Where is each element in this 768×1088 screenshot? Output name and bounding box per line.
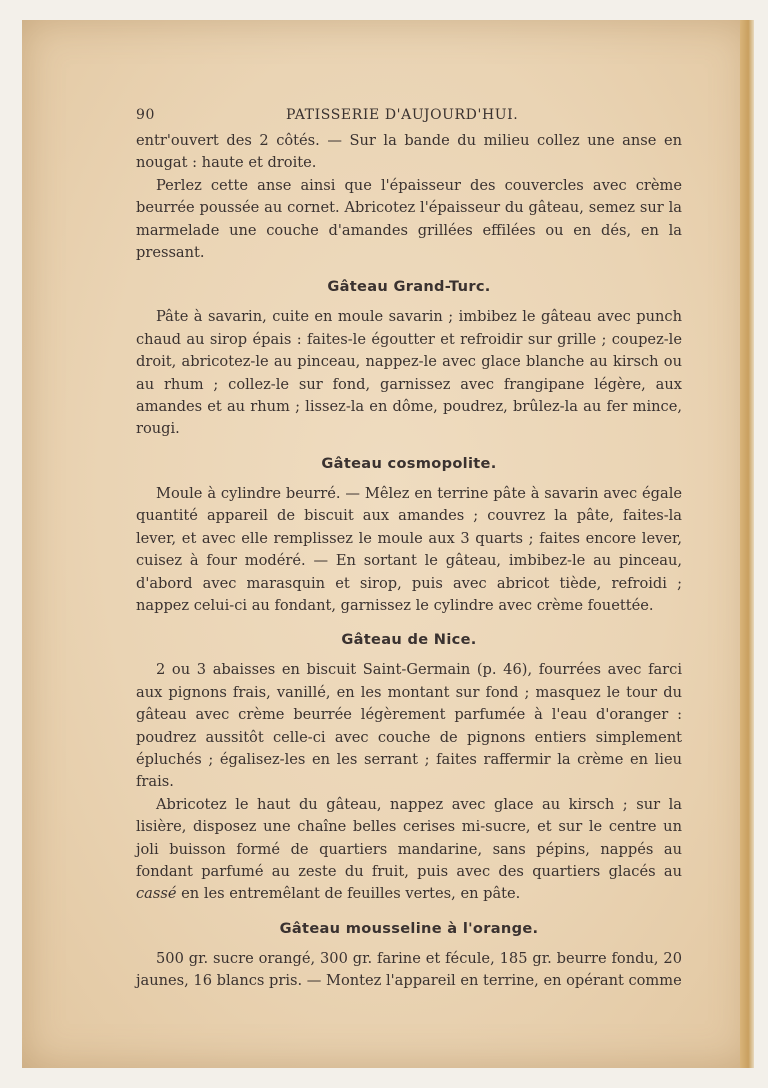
running-head	[136, 104, 682, 130]
recipe-title-grand-turc: Gâteau Grand-Turc.	[327, 278, 491, 296]
continuation-paragraph: entr'ouvert des 2 côtés. — Sur la bande du milieu collez une anse en nougat : haute et droite.	[136, 132, 682, 172]
recipe-paragraph: Moule à cylindre beurré. — Mêlez en terrine pâte à savarin avec égale quantité appareil de biscuit aux amandes ; couvrez la pâte, faites-la lever, et avec elle remplissez le moule aux 3 quarts ; faites encore lever, cuisez à four modéré. — En sortant le gâteau, imbibez-le au pinceau, d'abord avec marasquin et sirop, puis avec abricot tiède, refroidi ; nappez celui-ci au fondant, garnissez le cylindre avec crème fouettée.	[136, 484, 682, 614]
page-number: 90	[136, 107, 156, 123]
recipe-paragraph	[136, 794, 682, 906]
recipe-title-mousseline: Gâteau mousseline à l'orange.	[279, 919, 539, 937]
italic-term: cassé	[136, 885, 177, 903]
recipe-title-cosmopolite: Gâteau cosmopolite.	[321, 454, 497, 472]
page-edge	[740, 20, 754, 1068]
recipe-title-nice: Gâteau de Nice.	[341, 631, 477, 649]
book-title: PATISSERIE D'AUJOURD'HUI.	[286, 107, 519, 123]
continuation-paragraph: Perlez cette anse ainsi que l'épaisseur des couvercles avec crème beurrée poussée au cornet. Abricotez l'épaisseur du gâteau, semez sur la marmelade une couche d'amandes grillées effilées ou en dés, en la pressant.	[136, 176, 682, 262]
recipe-paragraph: Pâte à savarin, cuite en moule savarin ; imbibez le gâteau avec punch chaud au sirop épais : faites-le égoutter et refroidir sur grille ; coupez-le droit, abricotez-le au pinceau, nappez-le avec glace blanche au kirsch ou au rhum ; collez-le sur fond, garnissez avec frangipane légère, aux amandes et au rhum ; lissez-la en dôme, poudrez, brûlez-la au fer mince, rougi.	[136, 308, 682, 438]
recipe-paragraph: 2 ou 3 abaisses en biscuit Saint-Germain (p. 46), fourrées avec farci aux pignons frais, vanillé, en les montant sur fond ; masquez le tour du gâteau avec crème beurrée légèrement parfumée à l'eau d'oranger : poudrez aussitôt celle-ci avec couche de pignons entiers simplement épluchés ; égalisez-les en les serrant ; faites raffermir la crème en lieu frais.	[136, 661, 682, 791]
page-content	[136, 104, 682, 993]
recipe-paragraph: 500 gr. sucre orangé, 300 gr. farine et fécule, 185 gr. beurre fondu, 20 jaunes, 16 blancs pris. — Montez l'appareil en terrine, en opérant comme	[136, 949, 682, 990]
paragraph-text: Abricotez le haut du gâteau, nappez avec glace au kirsch ; sur la lisière, disposez une chaîne belles cerises mi-sucre, et sur le centre un joli buisson formé de quartiers mandarine, sans pépins, nappés au fondant parfumé au zeste du fruit, puis avec des quartiers glacés au	[136, 795, 682, 880]
paragraph-text: en les entremêlant de feuilles vertes, en pâte.	[176, 885, 521, 903]
